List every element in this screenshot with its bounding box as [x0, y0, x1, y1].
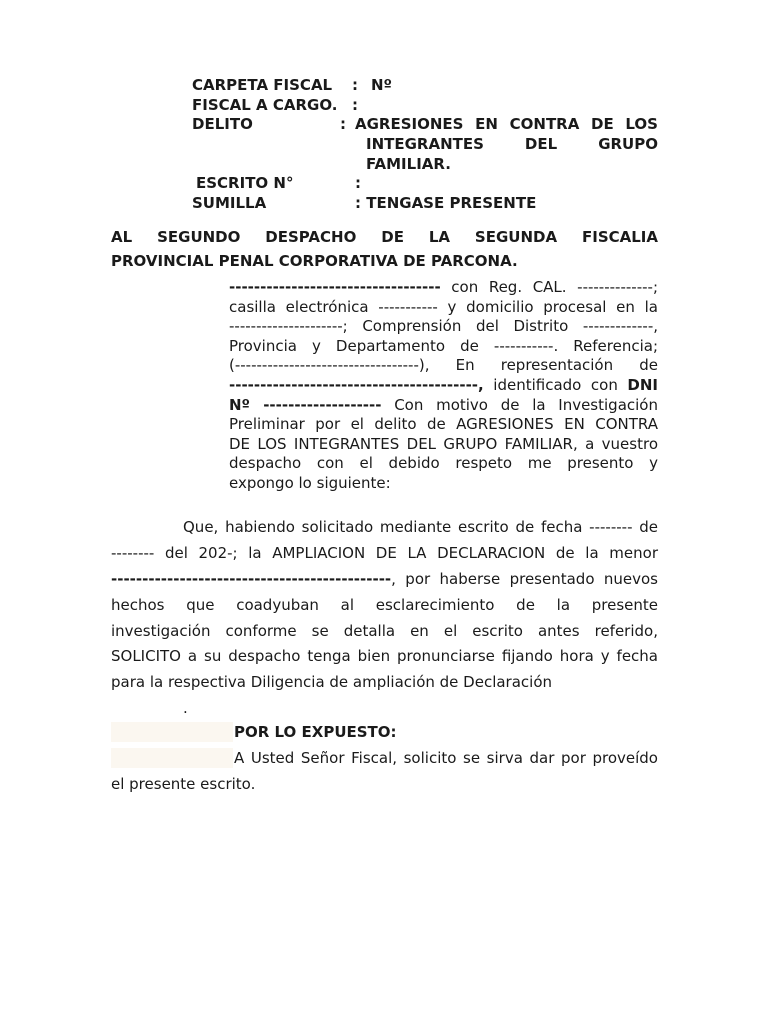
intro-line5: (----------------------------------), En representación de — [229, 356, 658, 374]
closing-line1: A Usted Señor Fiscal, solicito se sirva dar por proveído — [234, 749, 658, 767]
intro-line10: despacho con el debido respeto me presento y — [229, 454, 658, 472]
body-line3 — [111, 570, 658, 588]
delito-label: DELITO — [192, 115, 253, 133]
intro-blank-name: ---------------------------------- — [229, 278, 441, 296]
body-line4: hechos que coadyuban al esclarecimiento de la presente — [111, 596, 658, 614]
addressee-line1: AL SEGUNDO DESPACHO DE LA SEGUNDA FISCALIA — [111, 228, 658, 246]
delito-value-line2: INTEGRANTES DEL GRUPO — [366, 135, 658, 153]
intro-line2: casilla electrónica ----------- y domicilio procesal en la — [229, 298, 658, 316]
body-line5: investigación conforme se detalla en el escrito antes referido, — [111, 622, 658, 640]
body-line6: SOLICITO a su despacho tenga bien pronunciarse fijando hora y fecha — [111, 647, 658, 665]
closing-heading: POR LO EXPUESTO: — [234, 723, 397, 741]
intro-motive-text: Con motivo de la Investigación — [381, 396, 658, 414]
intro-dni-number: Nº ------------------- — [229, 396, 382, 414]
body-line8: . — [183, 699, 188, 717]
intro-dni-label: DNI — [627, 376, 658, 394]
body-blank-minor-name: --------------------------------------------- — [111, 570, 392, 588]
body-line2: -------- del 202-; la AMPLIACION DE LA DECLARACION de la menor — [111, 544, 658, 562]
intro-line6 — [229, 376, 658, 394]
body-new-facts-text: , por haberse presentado nuevos — [391, 570, 658, 588]
intro-blank-representative: ----------------------------------------, — [229, 376, 484, 394]
fiscal-a-cargo-label: FISCAL A CARGO. — [192, 96, 338, 114]
carpeta-fiscal-label: CARPETA FISCAL — [192, 76, 333, 94]
delito-value-line3: FAMILIAR. — [366, 155, 451, 173]
intro-line4: Provincia y Departamento de -----------. Referencia; — [229, 337, 658, 355]
carpeta-fiscal-value: Nº — [371, 76, 393, 94]
intro-line1 — [229, 278, 658, 296]
intro-line8: Preliminar por el delito de AGRESIONES EN CONTRA — [229, 415, 658, 433]
escrito-label: ESCRITO N° — [196, 174, 294, 192]
addressee-line2: PROVINCIAL PENAL CORPORATIVA DE PARCONA. — [111, 252, 518, 270]
intro-reg-cal-text: con Reg. CAL. --------------; — [440, 278, 658, 296]
intro-line11: expongo lo siguiente: — [229, 474, 391, 492]
body-line7: para la respectiva Diligencia de ampliación de Declaración — [111, 673, 553, 691]
fiscal-a-cargo-separator: : — [352, 96, 358, 114]
intro-line7 — [229, 396, 658, 414]
sumilla-value: : TENGASE PRESENTE — [355, 194, 537, 212]
body-line1: Que, habiendo solicitado mediante escrito de fecha -------- de — [183, 518, 658, 536]
carpeta-fiscal-separator: : — [352, 76, 358, 94]
escrito-separator: : — [355, 174, 361, 192]
delito-value-line1: AGRESIONES EN CONTRA DE LOS — [355, 115, 658, 133]
intro-line3: ---------------------; Comprensión del Distrito -------------, — [229, 317, 658, 335]
intro-identified-text: identificado con — [483, 376, 628, 394]
delito-separator: : — [340, 115, 346, 133]
closing-heading-shading — [111, 722, 233, 742]
closing-line-shading — [111, 748, 233, 768]
sumilla-label: SUMILLA — [192, 194, 267, 212]
closing-line2: el presente escrito. — [111, 775, 256, 793]
intro-line9: DE LOS INTEGRANTES DEL GRUPO FAMILIAR, a vuestro — [229, 435, 658, 453]
